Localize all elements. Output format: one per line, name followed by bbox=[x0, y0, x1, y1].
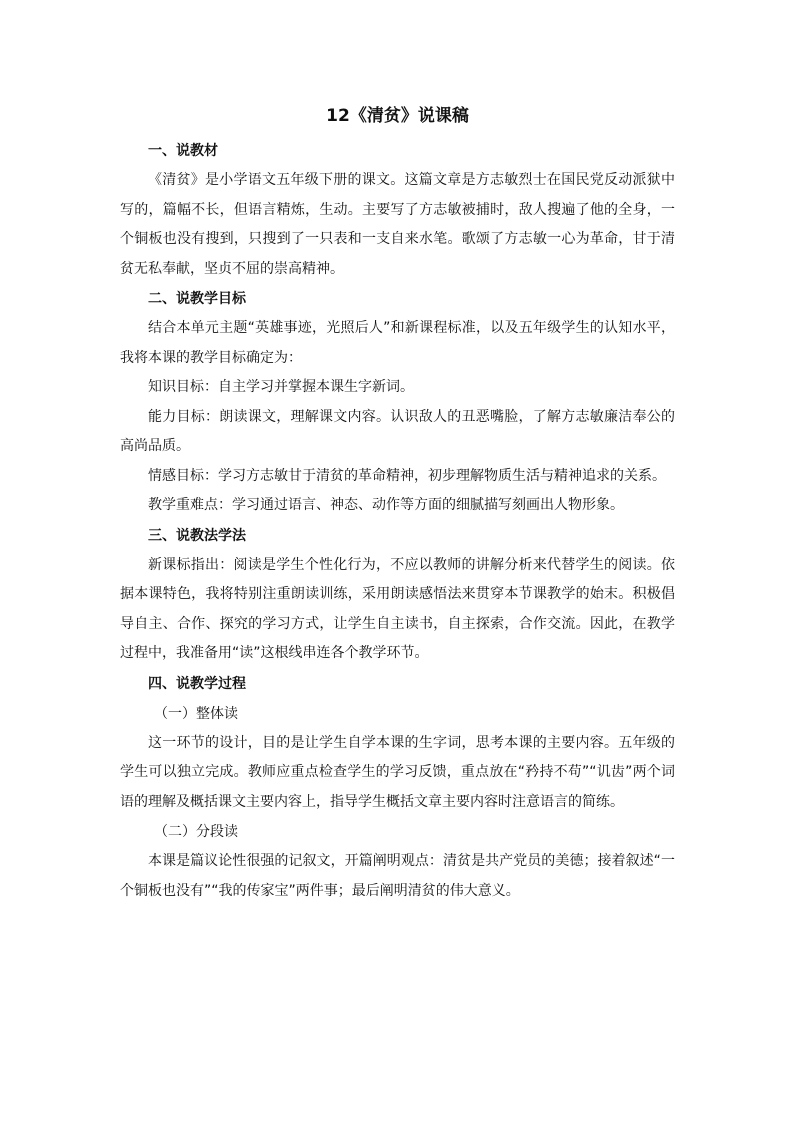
paragraph-key-difficulty: 教学重难点：学习通过语言、神态、动作等方面的细腻描写刻画出人物形象。 bbox=[148, 497, 624, 513]
paragraph-segment-reading: 本课是篇议论性很强的记叙文，开篇阐明观点：清贫是共产党员的美德；接着叙述“一个铜板也没有”“我的传家宝”两件事；最后阐明清贫的伟大意义。 bbox=[120, 853, 675, 899]
document-page bbox=[120, 100, 675, 906]
section-heading-methods: 三、说教法学法 bbox=[148, 527, 246, 544]
section-heading-textbook: 一、说教材 bbox=[148, 143, 218, 159]
section-heading-process: 四、说教学过程 bbox=[148, 675, 246, 692]
paragraph-emotion-goal: 情感目标：学习方志敏甘于清贫的革命精神，初步理解物质生活与精神追求的关系。 bbox=[148, 467, 666, 484]
paragraph-ability-goal: 能力目标：朗读课文，理解课文内容。认识敌人的丑恶嘴脸，了解方志敏廉洁奉公的高尚品质。 bbox=[120, 408, 675, 454]
paragraph-knowledge-goal: 知识目标：自主学习并掌握本课生字新词。 bbox=[148, 379, 414, 395]
section-heading-objectives: 二、说教学目标 bbox=[148, 291, 246, 307]
paragraph-objectives-intro: 结合本单元主题“英雄事迹，光照后人”和新课程标准，以及五年级学生的认知水平，我将本课的教学目标确定为： bbox=[120, 320, 675, 366]
document-title: 12《清贫》说课稿 bbox=[326, 106, 469, 126]
paragraph-whole-reading: 这一环节的设计，目的是让学生自学本课的生字词，思考本课的主要内容。五年级的学生可以独立完成。教师应重点检查学生的学习反馈，重点放在“矜持不苟”“讥齿”两个词语的理解及概括课文主要内容上，指导学生概括文章主要内容时注意语言的简练。 bbox=[120, 734, 675, 810]
subheading-segment-reading: （二）分段读 bbox=[154, 824, 238, 840]
paragraph-methods: 新课标指出：阅读是学生个性化行为，不应以教师的讲解分析来代替学生的阅读。依据本课特色，我将特别注重朗读训练，采用朗读感悟法来贯穿本节课教学的始末。积极倡导自主、合作、探究的学习方式，让学生自主读书，自主探索，合作交流。因此，在教学过程中，我准备用“读”这根线串连各个教学环节。 bbox=[120, 556, 675, 661]
paragraph-textbook: 《清贫》是小学语文五年级下册的课文。这篇文章是方志敏烈士在国民党反动派狱中写的，篇幅不长，但语言精炼，生动。主要写了方志敏被捕时，敌人搜遍了他的全身，一个铜板也没有搜到，只搜到了一只表和一支自来水笔。歌颂了方志敏一心为革命，甘于清贫无私奉献，坚贞不屈的崇高精神。 bbox=[120, 172, 675, 277]
subheading-whole-reading: （一）整体读 bbox=[154, 705, 238, 722]
